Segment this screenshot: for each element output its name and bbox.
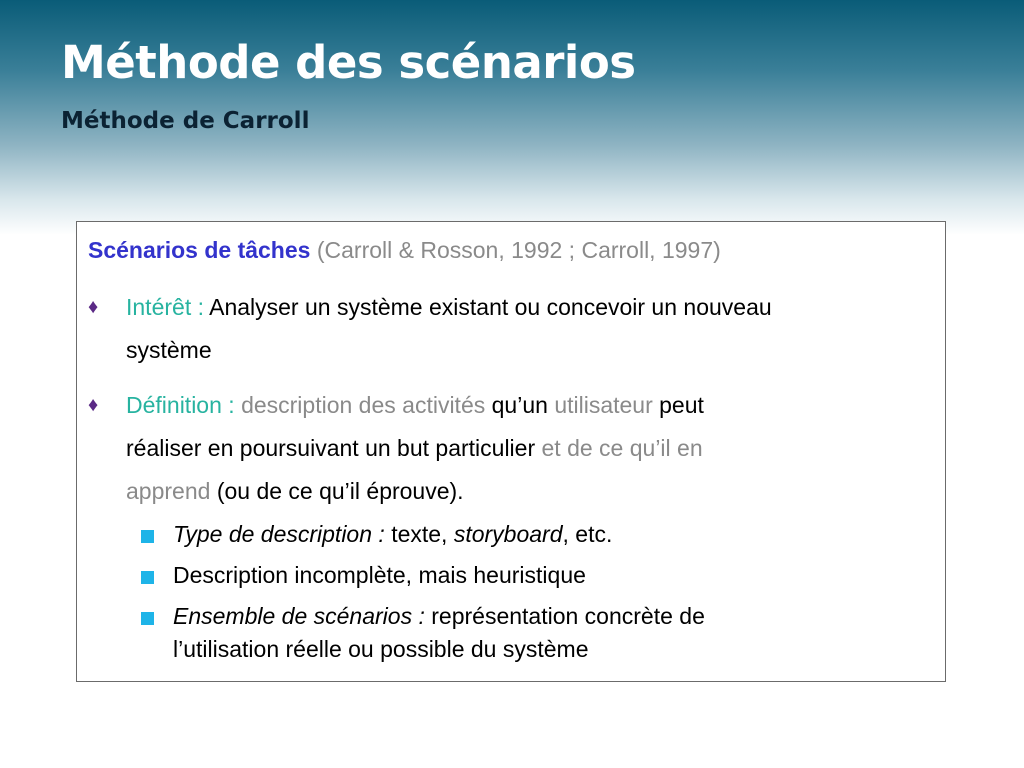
definition-text-quun: qu’un (491, 392, 548, 418)
bullet-interet-label: Intérêt : (126, 294, 204, 320)
content-box (76, 221, 946, 682)
sub-bullet-ensemble-text (173, 600, 893, 666)
sub-type-italic: Type de description : (173, 521, 385, 547)
definition-line3-gray: apprend (126, 478, 211, 504)
bullet-definition-label: Définition : (126, 392, 235, 418)
definition-line2-black: réaliser en poursuivant un but particulier (126, 435, 536, 461)
sub-bullet-description-text: Description incomplète, mais heuristique (173, 562, 586, 588)
diamond-bullet-icon: ♦ (88, 296, 99, 318)
heading-title: Scénarios de tâches (88, 237, 311, 263)
definition-term-user: utilisateur (554, 392, 653, 418)
sub-type-storyboard: storyboard (453, 521, 563, 547)
sub-ensemble-italic: Ensemble de scénarios : (173, 603, 425, 629)
bullet-interet-line1: Analyser un système existant ou concevoir un nouveau (209, 294, 772, 320)
bullet-interet-text (126, 286, 946, 372)
box-heading (88, 237, 721, 264)
heading-reference: (Carroll & Rosson, 1992 ; Carroll, 1997) (316, 237, 721, 263)
sub-ensemble-text: représentation concrète de (431, 603, 705, 629)
definition-text-peut: peut (659, 392, 704, 418)
definition-term-activities: description des activités (241, 392, 486, 418)
bullet-definition-text (126, 384, 946, 513)
sub-bullet-type-text (173, 518, 893, 551)
sub-ensemble-line2: l’utilisation réelle ou possible du système (173, 636, 589, 662)
square-bullet-icon (141, 571, 154, 584)
definition-line3-black: (ou de ce qu’il éprouve). (216, 478, 464, 504)
definition-line2-gray: et de ce qu’il en (541, 435, 703, 461)
slide-subtitle: Méthode de Carroll (61, 108, 310, 134)
square-bullet-icon (141, 612, 154, 625)
bullet-interet-line2: système (126, 337, 212, 363)
square-bullet-icon (141, 530, 154, 543)
sub-type-etc: , etc. (562, 521, 613, 547)
sub-type-text: texte, (391, 521, 448, 547)
slide-title: Méthode des scénarios (61, 36, 636, 89)
diamond-bullet-icon: ♦ (88, 394, 99, 416)
